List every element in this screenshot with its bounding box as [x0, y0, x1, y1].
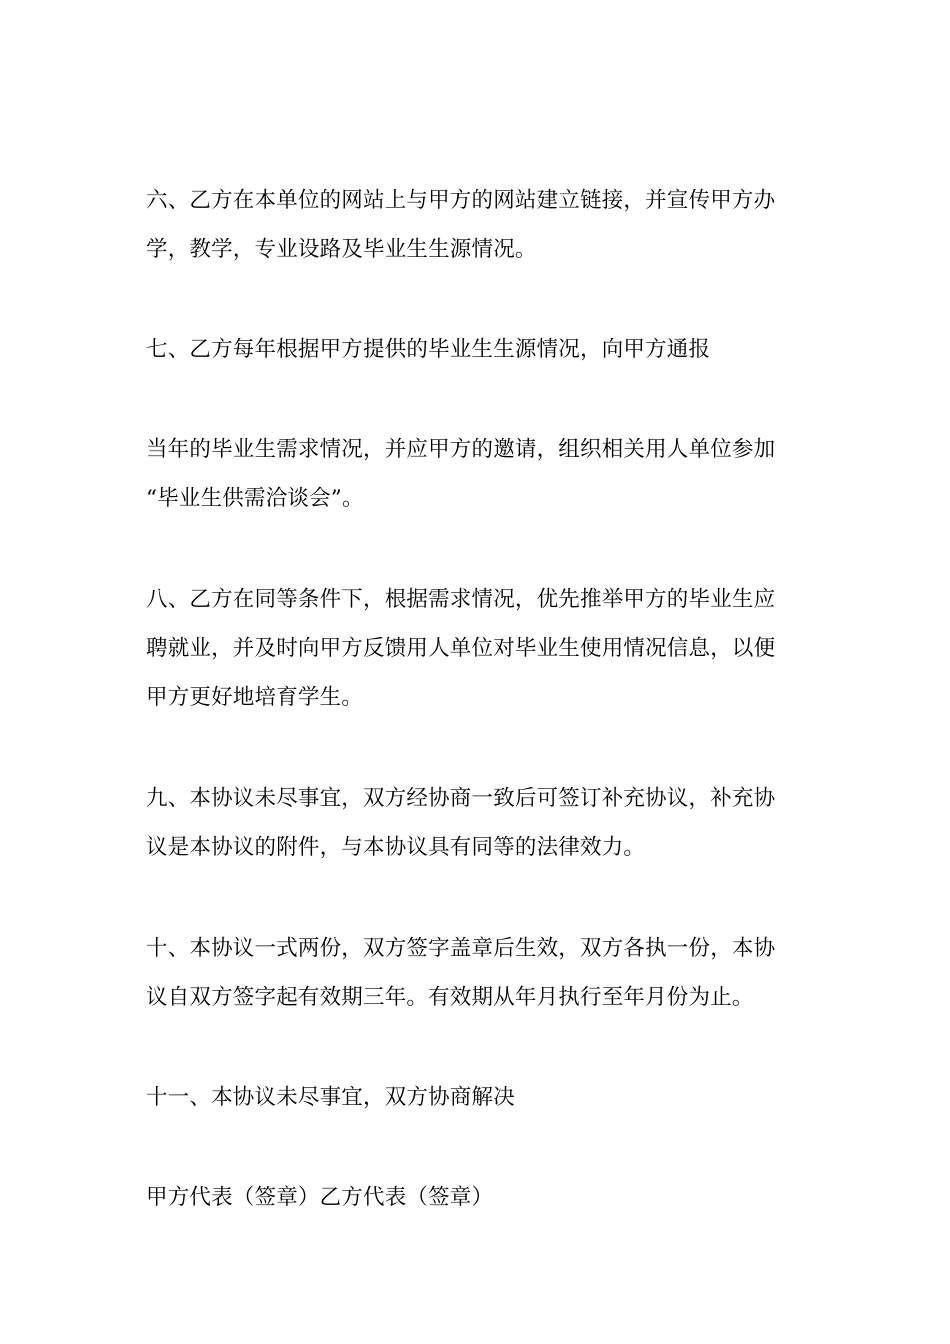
clause-7-paragraph: [146, 325, 816, 374]
clause-6-paragraph: [146, 176, 816, 274]
clause-11-paragraph: [146, 1073, 816, 1122]
text-line: 甲方代表（签章）乙方代表（签章）: [146, 1185, 494, 1210]
text-line: 聘就业，并及时向甲方反馈用人单位对毕业生使用情况信息，以便: [146, 636, 776, 661]
text-line: 六、乙方在本单位的网站上与甲方的网站建立链接，并宣传甲方办: [146, 188, 776, 213]
clause-7-continuation-paragraph: [146, 425, 816, 523]
text-line: 学，教学，专业设路及毕业生生源情况。: [146, 237, 537, 262]
clause-9-paragraph: [146, 774, 816, 872]
text-line: “毕业生供需洽谈会”。: [146, 486, 364, 511]
text-line: 十一、本协议未尽事宜，双方协商解决: [146, 1085, 515, 1110]
clause-10-paragraph: [146, 924, 816, 1022]
text-line: 八、乙方在同等条件下，根据需求情况，优先推举甲方的毕业生应: [146, 587, 776, 612]
text-line: 七、乙方每年根据甲方提供的毕业生生源情况，向甲方通报: [146, 337, 711, 362]
text-line: 当年的毕业生需求情况，并应甲方的邀请，组织相关用人单位参加: [146, 437, 776, 462]
text-line: 议自双方签字起有效期三年。有效期从年月执行至年月份为止。: [146, 985, 754, 1010]
text-line: 议是本协议的附件，与本协议具有同等的法律效力。: [146, 835, 646, 860]
text-line: 十、本协议一式两份，双方签字盖章后生效，双方各执一份，本协: [146, 936, 776, 961]
clause-8-paragraph: [146, 575, 816, 722]
text-line: 甲方更好地培育学生。: [146, 685, 364, 710]
text-line: 九、本协议未尽事宜，双方经协商一致后可签订补充协议，补充协: [146, 786, 776, 811]
signature-line: [146, 1173, 816, 1222]
